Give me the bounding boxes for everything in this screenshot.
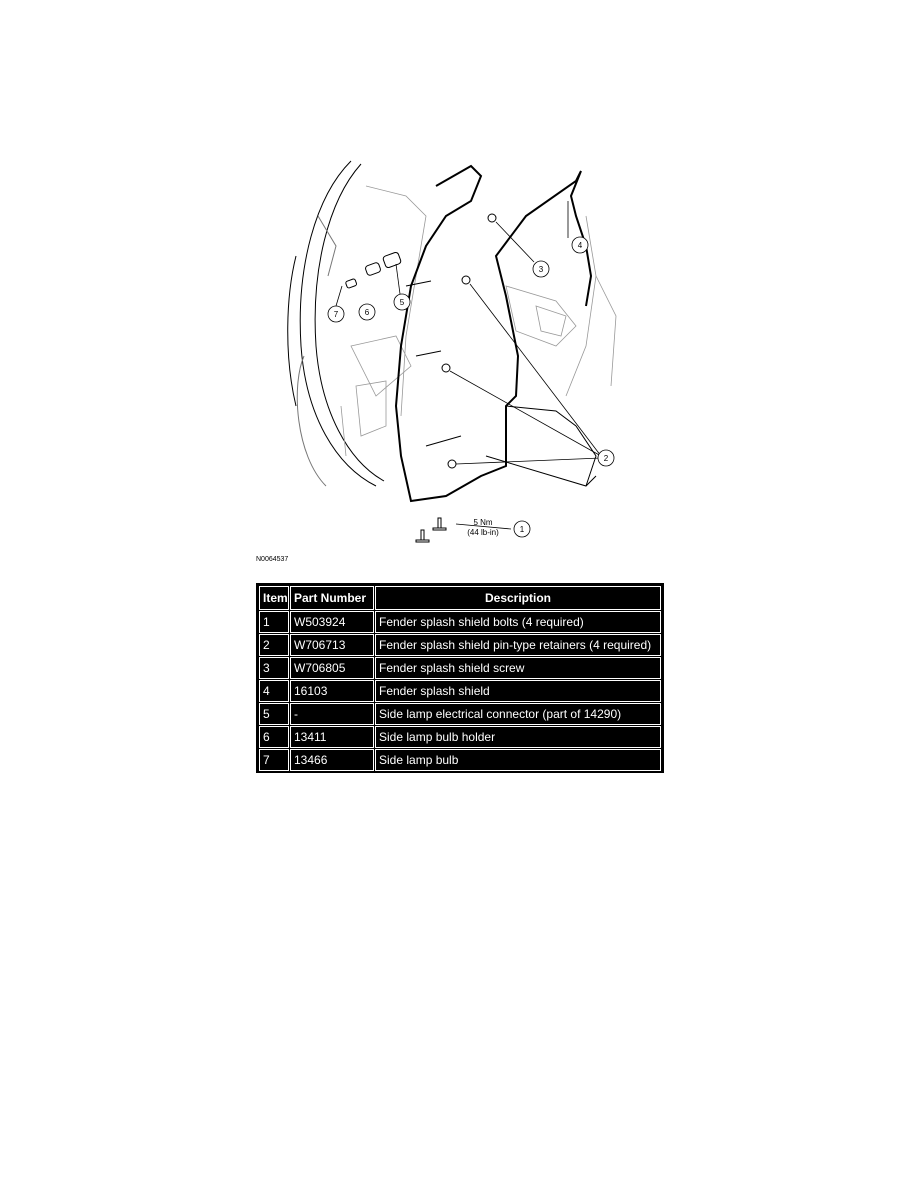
table-row — [259, 680, 661, 702]
cell-description: Side lamp electrical connector (part of 14290) — [375, 703, 661, 725]
cell-part-number: W706805 — [290, 657, 374, 679]
svg-text:1: 1 — [519, 525, 525, 534]
svg-text:7: 7 — [333, 310, 339, 319]
callout-7 — [328, 306, 344, 322]
cell-item: 1 — [259, 611, 289, 633]
table-row — [259, 749, 661, 771]
cell-description: Fender splash shield pin-type retainers (4 required) — [375, 634, 661, 656]
svg-text:6: 6 — [364, 308, 370, 317]
callout-5 — [394, 294, 410, 310]
inner-structure — [341, 186, 616, 456]
cell-description: Fender splash shield — [375, 680, 661, 702]
callout-3 — [533, 261, 549, 277]
figure-id-label: N0064537 — [256, 556, 289, 563]
header-description: Description — [375, 586, 661, 610]
fastener-marks — [442, 214, 496, 468]
table-row — [259, 611, 661, 633]
svg-text:5: 5 — [399, 298, 405, 307]
cell-item: 2 — [259, 634, 289, 656]
cell-part-number: 16103 — [290, 680, 374, 702]
cell-part-number: 13466 — [290, 749, 374, 771]
side-lamp-parts — [345, 252, 401, 289]
table-row — [259, 657, 661, 679]
cell-description: Side lamp bulb — [375, 749, 661, 771]
cell-description: Fender splash shield screw — [375, 657, 661, 679]
cell-item: 7 — [259, 749, 289, 771]
torque-value: 5 Nm — [473, 518, 493, 527]
cell-part-number: - — [290, 703, 374, 725]
callout-2 — [598, 450, 614, 466]
svg-text:3: 3 — [538, 265, 544, 274]
table-header-row — [259, 586, 661, 610]
cell-item: 4 — [259, 680, 289, 702]
table-row — [259, 726, 661, 748]
svg-text:2: 2 — [603, 454, 609, 463]
loose-bolts — [416, 518, 446, 542]
callout-1 — [514, 521, 530, 537]
cell-description: Side lamp bulb holder — [375, 726, 661, 748]
cell-part-number: 13411 — [290, 726, 374, 748]
callout-6 — [359, 304, 375, 320]
header-item: Item — [259, 586, 289, 610]
parts-table — [256, 583, 664, 773]
leader-lines — [333, 201, 601, 529]
header-part-number: Part Number — [290, 586, 374, 610]
cell-part-number: W503924 — [290, 611, 374, 633]
splash-shield-illustration — [256, 156, 676, 556]
cell-item: 5 — [259, 703, 289, 725]
table-row — [259, 703, 661, 725]
svg-text:4: 4 — [577, 241, 583, 250]
cell-part-number: W706713 — [290, 634, 374, 656]
table-row — [259, 634, 661, 656]
cell-item: 6 — [259, 726, 289, 748]
fender-arcs — [288, 161, 384, 486]
callout-4 — [572, 237, 588, 253]
cell-description: Fender splash shield bolts (4 required) — [375, 611, 661, 633]
cell-item: 3 — [259, 657, 289, 679]
torque-value-alt: (44 lb-in) — [467, 528, 499, 537]
